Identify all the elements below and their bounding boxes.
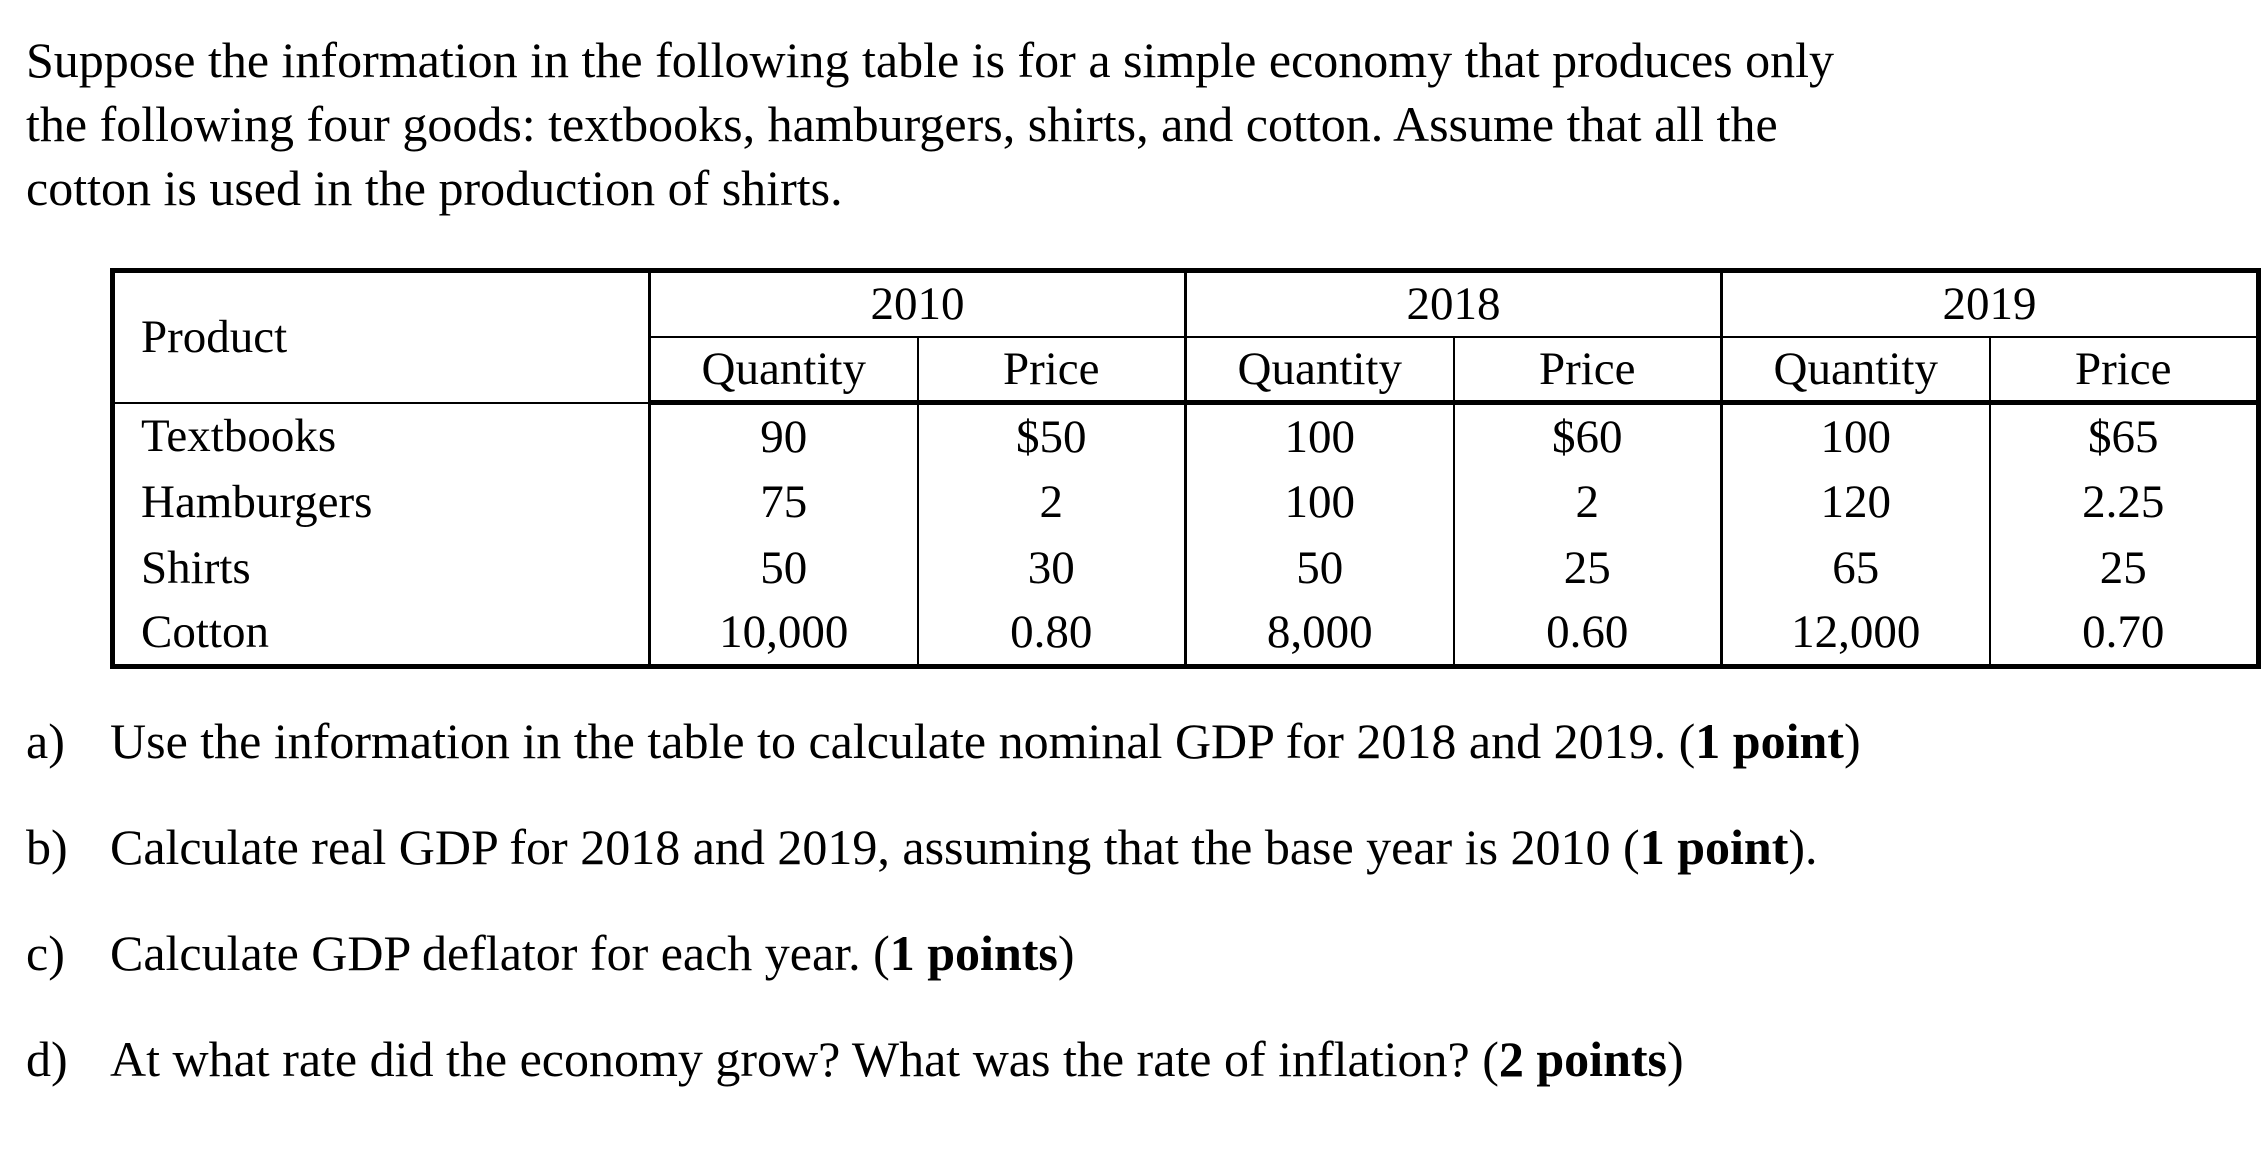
value-cell: $65 <box>1990 403 2259 469</box>
year-header-row <box>113 271 2259 337</box>
question-item <box>26 924 2226 1030</box>
question-item <box>26 1030 2226 1136</box>
question-letter: c) <box>26 925 65 981</box>
value-cell: 2.25 <box>1990 469 2259 535</box>
product-cell: Hamburgers <box>113 469 650 535</box>
price-header: Price <box>1990 337 2259 403</box>
data-table <box>110 268 2261 669</box>
value-cell: 0.60 <box>1454 601 1722 667</box>
question-item <box>26 712 2226 818</box>
question-letter: b) <box>26 819 68 875</box>
question-text: Calculate GDP deflator for each year. (1 points) <box>110 925 1075 981</box>
value-cell: 65 <box>1722 535 1990 601</box>
value-cell: 30 <box>918 535 1186 601</box>
product-cell: Cotton <box>113 601 650 667</box>
value-cell: 25 <box>1990 535 2259 601</box>
intro-line: the following four goods: textbooks, hamburgers, shirts, and cotton. Assume that all the <box>26 96 1778 152</box>
question-text: Calculate real GDP for 2018 and 2019, assuming that the base year is 2010 (1 point). <box>110 819 1818 875</box>
points-label: 1 points <box>889 925 1058 981</box>
product-cell: Textbooks <box>113 403 650 469</box>
value-cell: 2 <box>918 469 1186 535</box>
value-cell: 12,000 <box>1722 601 1990 667</box>
value-cell: 2 <box>1454 469 1722 535</box>
value-cell: 50 <box>1186 535 1454 601</box>
price-header: Price <box>918 337 1186 403</box>
product-header: Product <box>113 271 650 403</box>
quantity-header: Quantity <box>650 337 918 403</box>
question-text: At what rate did the economy grow? What was the rate of inflation? (2 points) <box>110 1031 1684 1087</box>
intro-paragraph <box>26 28 2026 220</box>
value-cell: 8,000 <box>1186 601 1454 667</box>
value-cell: 90 <box>650 403 918 469</box>
year-header: 2010 <box>650 271 1186 337</box>
quantity-header: Quantity <box>1186 337 1454 403</box>
value-cell: 10,000 <box>650 601 918 667</box>
value-cell: 100 <box>1722 403 1990 469</box>
value-cell: $60 <box>1454 403 1722 469</box>
quantity-header: Quantity <box>1722 337 1990 403</box>
table-row <box>113 601 2259 667</box>
table-row <box>113 535 2259 601</box>
question-text: Use the information in the table to calculate nominal GDP for 2018 and 2019. (1 point) <box>110 713 1861 769</box>
points-label: 1 point <box>1695 713 1844 769</box>
value-cell: 100 <box>1186 469 1454 535</box>
points-label: 1 point <box>1639 819 1789 875</box>
question-item <box>26 818 2226 924</box>
value-cell: 25 <box>1454 535 1722 601</box>
value-cell: 120 <box>1722 469 1990 535</box>
value-cell: 50 <box>650 535 918 601</box>
value-cell: $50 <box>918 403 1186 469</box>
year-header: 2019 <box>1722 271 2259 337</box>
price-header: Price <box>1454 337 1722 403</box>
value-cell: 0.70 <box>1990 601 2259 667</box>
question-list <box>26 712 2226 1136</box>
year-header: 2018 <box>1186 271 1722 337</box>
question-letter: a) <box>26 713 65 769</box>
table-row <box>113 403 2259 469</box>
points-label: 2 points <box>1498 1031 1667 1087</box>
product-cell: Shirts <box>113 535 650 601</box>
intro-line: cotton is used in the production of shirts. <box>26 160 843 216</box>
table-row <box>113 469 2259 535</box>
value-cell: 0.80 <box>918 601 1186 667</box>
question-letter: d) <box>26 1031 68 1087</box>
value-cell: 75 <box>650 469 918 535</box>
intro-line: Suppose the information in the following table is for a simple economy that produces only <box>26 32 1834 88</box>
value-cell: 100 <box>1186 403 1454 469</box>
